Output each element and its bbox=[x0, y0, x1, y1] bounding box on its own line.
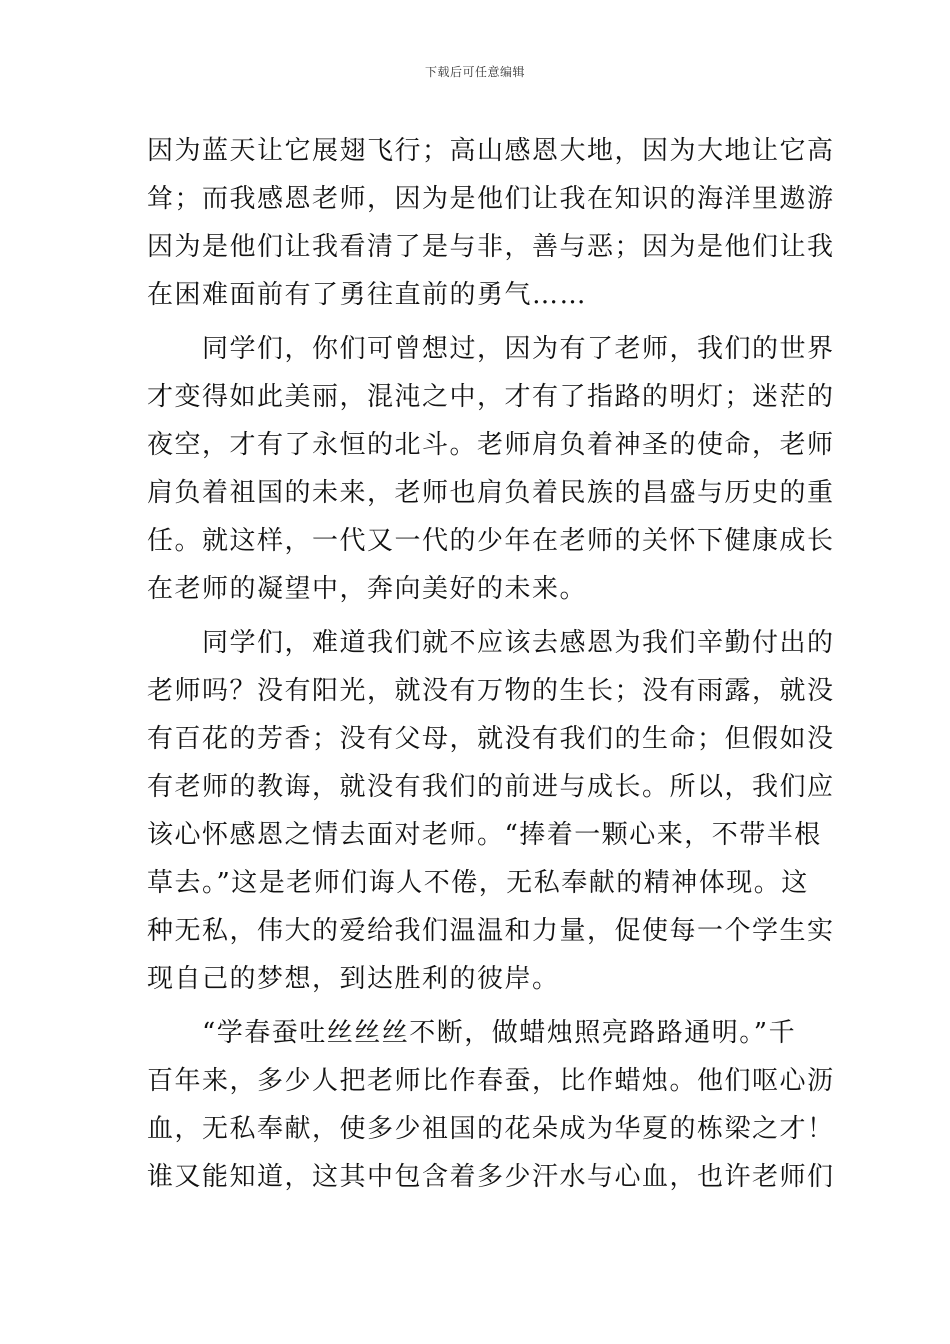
document-body bbox=[147, 127, 835, 1201]
text-line: 才变得如此美丽，混沌之中，才有了指路的明灯；迷茫的 bbox=[147, 382, 835, 412]
text-line: 该心怀感恩之情去面对老师。“捧着一颗心来，不带半根 bbox=[147, 820, 822, 850]
text-line: 在老师的凝望中，奔向美好的未来。 bbox=[147, 574, 588, 604]
text-line: 有老师的教诲，就没有我们的前进与成长。所以，我们应 bbox=[147, 772, 835, 802]
paragraph-start-line: 同学们，难道我们就不应该去感恩为我们辛勤付出的 bbox=[147, 628, 835, 658]
text-line: 因为蓝天让它展翅飞行；高山感恩大地，因为大地让它高 bbox=[147, 136, 835, 166]
text-line: 耸；而我感恩老师，因为是他们让我在知识的海洋里遨游 bbox=[147, 184, 835, 214]
text-line: 因为是他们让我看清了是与非，善与恶；因为是他们让我 bbox=[147, 232, 835, 262]
text-line: 血，无私奉献，使多少祖国的花朵成为华夏的栋梁之才！ bbox=[147, 1114, 835, 1144]
text-line: 任。就这样，一代又一代的少年在老师的关怀下健康成长 bbox=[147, 526, 835, 556]
text-line: 有百花的芳香；没有父母，就没有我们的生命；但假如没 bbox=[147, 724, 835, 754]
text-line: 草去。”这是老师们诲人不倦，无私奉献的精神体现。这 bbox=[147, 868, 809, 898]
text-line: 肩负着祖国的未来，老师也肩负着民族的昌盛与历史的重 bbox=[147, 478, 835, 508]
text-line: 老师吗？没有阳光，就没有万物的生长；没有雨露，就没 bbox=[147, 676, 835, 706]
text-line: 种无私，伟大的爱给我们温温和力量，促使每一个学生实 bbox=[147, 916, 835, 946]
text-line: 谁又能知道，这其中包含着多少汗水与心血，也许老师们 bbox=[147, 1162, 835, 1192]
text-line: 在困难面前有了勇往直前的勇气…… bbox=[147, 280, 588, 310]
page-header: 下载后可任意编辑 bbox=[424, 65, 525, 79]
paragraph-start-line: “学春蚕吐丝丝丝不断，做蜡烛照亮路路通明。”千 bbox=[147, 1018, 797, 1048]
paragraph-start-line: 同学们，你们可曾想过，因为有了老师，我们的世界 bbox=[147, 334, 835, 364]
text-line: 现自己的梦想，到达胜利的彼岸。 bbox=[147, 964, 560, 994]
text-line: 百年来，多少人把老师比作春蚕，比作蜡烛。他们呕心沥 bbox=[147, 1066, 835, 1096]
text-line: 夜空，才有了永恒的北斗。老师肩负着神圣的使命，老师 bbox=[147, 430, 835, 460]
